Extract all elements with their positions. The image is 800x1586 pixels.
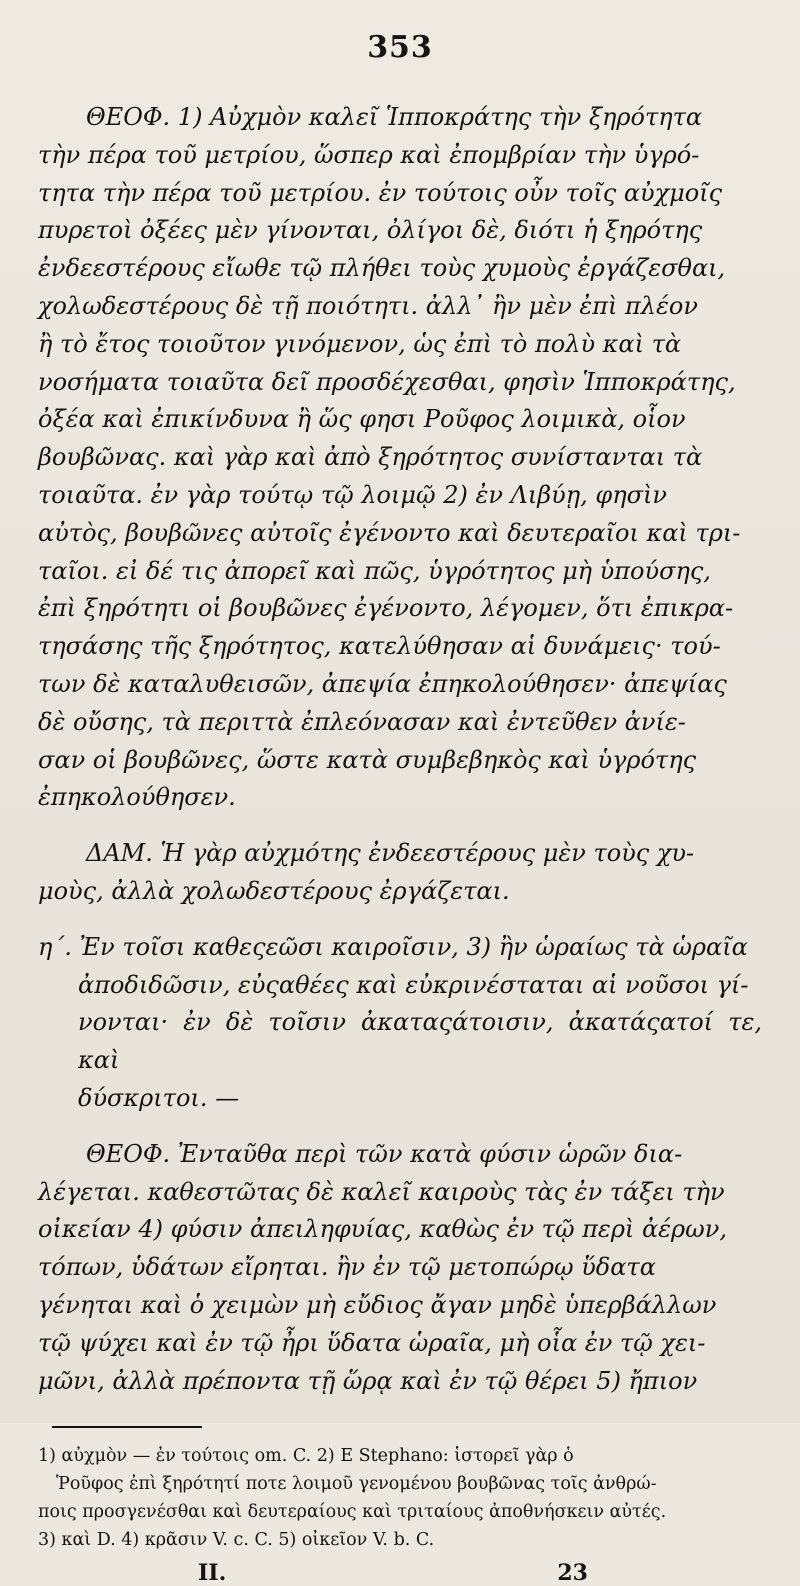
- signature-line: [198, 1560, 588, 1586]
- volume-number: II.: [198, 1560, 227, 1586]
- paragraph: [38, 1136, 762, 1401]
- text-line: των δὲ καταλυθεισῶν, ἀπεψία ἐπηκολούθησεν· ἀπεψίας: [38, 669, 727, 698]
- text-line: τῷ ψύχει καὶ ἐν τῷ ἦρι ὕδατα ὡραῖα, μὴ οἷα ἐν τῷ χει-: [38, 1328, 706, 1357]
- text-line: τησάσης τῆς ξηρότητος, κατελύθησαν αἱ δυνάμεις· τού-: [38, 632, 721, 661]
- text-line: τοιαῦτα. ἐν γὰρ τούτῳ τῷ λοιμῷ 2) ἐν Λιβύῃ, φησὶν: [38, 480, 667, 509]
- text-line: αὐτὸς, βουβῶνες αὐτοῖς ἐγένοντο καὶ δευτεραῖοι καὶ τρι-: [38, 518, 741, 547]
- text-line: ἀποδιδῶσιν, εὐςαθέες καὶ εὐκρινέσταται αἱ νοῦσοι γί-: [78, 970, 749, 999]
- footnote-rule: [52, 1426, 202, 1428]
- text-line: δύσκριτοι. —: [78, 1083, 240, 1112]
- text-line: χολωδεστέρους δὲ τῇ ποιότητι. ἀλλ᾽ ἢν μὲν ἐπὶ πλέον: [38, 291, 698, 320]
- footnote-line: 3) καὶ D. 4) κρᾶσιν V. c. C. 5) οἰκεῖον V. b. C.: [38, 1530, 435, 1551]
- text-line: ΔΑΜ. Ἡ γὰρ αὐχμότης ἐνδεεστέρους μὲν τοὺς χυ-: [86, 839, 695, 868]
- text-line: πυρετοὶ ὀξέες μὲν γίνονται, ὀλίγοι δὲ, διότι ἡ ξηρότης: [38, 216, 703, 245]
- footnote-line: Ῥοῦφος ἐπὶ ξηρότητί ποτε λοιμοῦ γενομένου βουβῶνας τοῖς ἀνθρώ-: [56, 1474, 657, 1495]
- text-line: ΘΕΟΦ. 1) Αὐχμὸν καλεῖ Ἱπποκράτης τὴν ξηρότητα: [86, 103, 703, 131]
- footnotes: [38, 1442, 762, 1554]
- text-line: ΘΕΟΦ. Ἐνταῦθα περὶ τῶν κατὰ φύσιν ὡρῶν δια-: [86, 1139, 683, 1168]
- footnote-line: ποις προσγενέσθαι καὶ δευτεραίους καὶ τριταίους ἀποθνήσκειν αὐτές.: [38, 1502, 667, 1523]
- text-line: ἢ τὸ ἔτος τοιοῦτον γινόμενον, ὡς ἐπὶ τὸ πολὺ καὶ τὰ: [38, 329, 682, 358]
- text-line: νοσήματα τοιαῦτα δεῖ προσδέχεσθαι, φησὶν Ἱπποκράτης,: [38, 367, 736, 396]
- footnote-line: 1) αὐχμὸν — ἐν τούτοις om. C. 2) E Stephano: ἱστορεῖ γὰρ ὁ: [38, 1446, 574, 1467]
- text-line: ὀξέα καὶ ἐπικίνδυνα ἢ ὥς φησι Ροῦφος λοιμικὰ, οἷον: [38, 405, 686, 434]
- body-text: [38, 99, 762, 1400]
- paragraph: [38, 835, 762, 911]
- text-line: νονται· ἐν δὲ τοῖσιν ἀκαταςάτοισιν, ἀκατάςατοί τε, καὶ: [78, 1008, 762, 1075]
- text-line: ἐπὶ ξηρότητι οἱ βουβῶνες ἐγένοντο, λέγομεν, ὅτι ἐπικρα-: [38, 594, 734, 623]
- text-line: βουβῶνας. καὶ γὰρ καὶ ἀπὸ ξηρότητος συνίστανται τὰ: [38, 443, 703, 472]
- text-line: δὲ οὔσης, τὰ περιττὰ ἐπλεόνασαν καὶ ἐντεῦθεν ἀνίε-: [38, 707, 686, 736]
- text-line: μῶνι, ἀλλὰ πρέποντα τῇ ὥρᾳ καὶ ἐν τῷ θέρει 5) ἤπιον: [38, 1366, 698, 1395]
- text-line: η΄. Ἐν τοῖσι καθεςεῶσι καιροῖσιν, 3) ἢν ὡραίως τὰ ὡραῖα: [38, 932, 748, 961]
- text-line: σαν οἱ βουβῶνες, ὥστε κατὰ συμβεβηκὸς καὶ ὑγρότης: [38, 745, 697, 774]
- text-line: οἰκείαν 4) φύσιν ἀπειληφυίας, καθὼς ἐν τῷ περὶ ἀέρων,: [38, 1215, 727, 1244]
- paragraph: [38, 99, 762, 817]
- text-line: ἐπηκολούθησεν.: [38, 783, 236, 812]
- paragraph: [38, 929, 762, 1118]
- text-line: γένηται καὶ ὁ χειμὼν μὴ εὔδιος ἄγαν μηδὲ ὑπερβάλλων: [38, 1290, 717, 1319]
- text-line: μοὺς, ἀλλὰ χολωδεστέρους ἐργάζεται.: [38, 876, 510, 905]
- text-line: τητα τὴν πέρα τοῦ μετρίου. ἐν τούτοις οὖν τοῖς αὐχμοῖς: [38, 178, 723, 207]
- text-line: ταῖοι. εἰ δέ τις ἀπορεῖ καὶ πῶς, ὑγρότητος μὴ ὑπούσης,: [38, 556, 711, 585]
- text-line: ἐνδεεστέρους εἴωθε τῷ πλήθει τοὺς χυμοὺς ἐργάζεσθαι,: [38, 254, 726, 283]
- text-line: λέγεται. καθεστῶτας δὲ καλεῖ καιροὺς τὰς ἐν τάξει τὴν: [38, 1177, 725, 1206]
- sheet-signature: 23: [557, 1560, 588, 1586]
- text-line: τὴν πέρα τοῦ μετρίου, ὥσπερ καὶ ἐπομβρίαν τὴν ὑγρό-: [38, 140, 700, 169]
- page-number: 353: [367, 30, 433, 65]
- text-line: τόπων, ὑδάτων εἴρηται. ἢν ἐν τῷ μετοπώρῳ ὕδατα: [38, 1253, 656, 1282]
